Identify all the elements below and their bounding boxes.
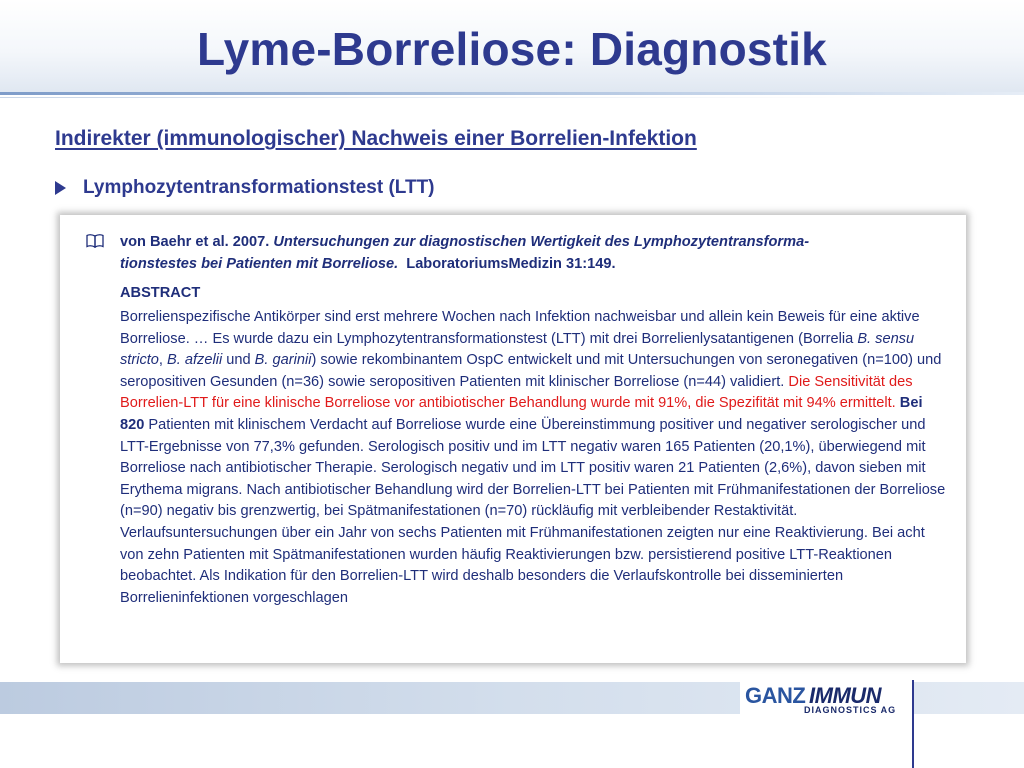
abstract-text-3: Bei 820 xyxy=(120,395,923,433)
citation-title-1: Untersuchungen zur diagnostischen Wertigkeit des Lymphozytentransforma- xyxy=(273,234,810,250)
abstract-highlight: Die Sensitivität des Borrelien-LTT für eine klinische Borreliose vor antibiotischer Behandlung wurde mit 91%, die Spezifität mit 94% ermittelt. xyxy=(120,373,913,412)
species-3: B. garinii xyxy=(254,352,312,369)
logo-ganz: GANZ xyxy=(745,683,806,708)
abstract-sep-1: , xyxy=(158,352,168,369)
abstract-text-1: Borrelienspezifische Antikörper sind erst mehrere Wochen nach Infektion nachweisbar und allein kein Beweis für eine aktive Borreliose. … Es wurde dazu ein Lymphozytentransformationstest (LTT) mit drei Borrelienlysatantigenen (Borrelia xyxy=(120,309,920,347)
bullet-label: Lymphozytentransformationstest (LTT) xyxy=(83,177,435,198)
title-rule xyxy=(0,92,1024,95)
abstract-sep-2: und xyxy=(222,352,255,369)
abstract-card xyxy=(60,215,966,663)
logo-subtitle: DIAGNOSTICS AG xyxy=(804,705,897,715)
citation-title-2: tionstestes bei Patienten mit Borreliose. xyxy=(120,256,399,272)
arrow-bullet-icon xyxy=(55,181,66,195)
citation-text xyxy=(120,231,946,275)
abstract-text-4: Patienten mit klinischem Verdacht auf Borreliose wurde eine Übereinstimmung positiver und negativer serologischer und LTT-Ergebnisse von 77,3% gefunden. Serologisch positiv und im LTT negativ waren 165 Patienten (20,1%), überwiegend mit Borreliose nach antibiotischer Therapie. Serologisch negativ und im LTT positiv waren 21 Patienten (2,6%), davon sieben mit Erythema migrans. Nach antibiotischer Behandlung wird der Borrelien-LTT bei Patienten mit Frühmanifestationen der Borreliose (n=90) negativ bis grenzwertig, bei Spätmanifestationen (n=70) rückläufig mit verbleibender Restaktivität. Verlaufsuntersuchungen über ein Jahr von sechs Patienten mit Frühmanifestationen zeigten nur eine Reaktivierung. Bei acht von zehn Patienten mit Spätmanifestationen wurden häufig Reaktivierungen bzw. persistierend positive LTT-Reaktionen beobachtet. Als Indikation für den Borrelien-LTT wird deshalb besonders die Verlaufskontrolle bei disseminierten Borrelieninfektionen vorgeschlagen xyxy=(120,416,946,606)
section-subtitle: Indirekter (immunologischer) Nachweis einer Borrelien-Infektion xyxy=(55,127,697,150)
citation-journal: LaboratoriumsMedizin 31:149. xyxy=(406,256,616,272)
book-icon xyxy=(86,234,104,248)
abstract-heading: ABSTRACT xyxy=(120,285,201,301)
abstract-body xyxy=(120,307,950,609)
page-title: Lyme-Borreliose: Diagnostik xyxy=(197,23,827,75)
company-logo xyxy=(740,680,912,716)
logo-divider xyxy=(912,680,914,768)
species-1: B. sensu stricto xyxy=(120,330,915,369)
citation-authors: von Baehr et al. 2007. xyxy=(120,234,270,250)
logo-immun: IMMUN xyxy=(809,683,882,708)
title-deco-line xyxy=(0,97,860,98)
abstract-text-2: ) sowie rekombinantem OspC entwickelt und mit Untersuchungen von seronegativen (n=100) und seropositiven Gesunden (n=36) sowie seropositiven Patienten mit klinischer Borreliose (n=44) validiert. xyxy=(120,352,942,390)
species-2: B. afzelii xyxy=(167,352,223,369)
bullet-ltt xyxy=(55,177,435,199)
